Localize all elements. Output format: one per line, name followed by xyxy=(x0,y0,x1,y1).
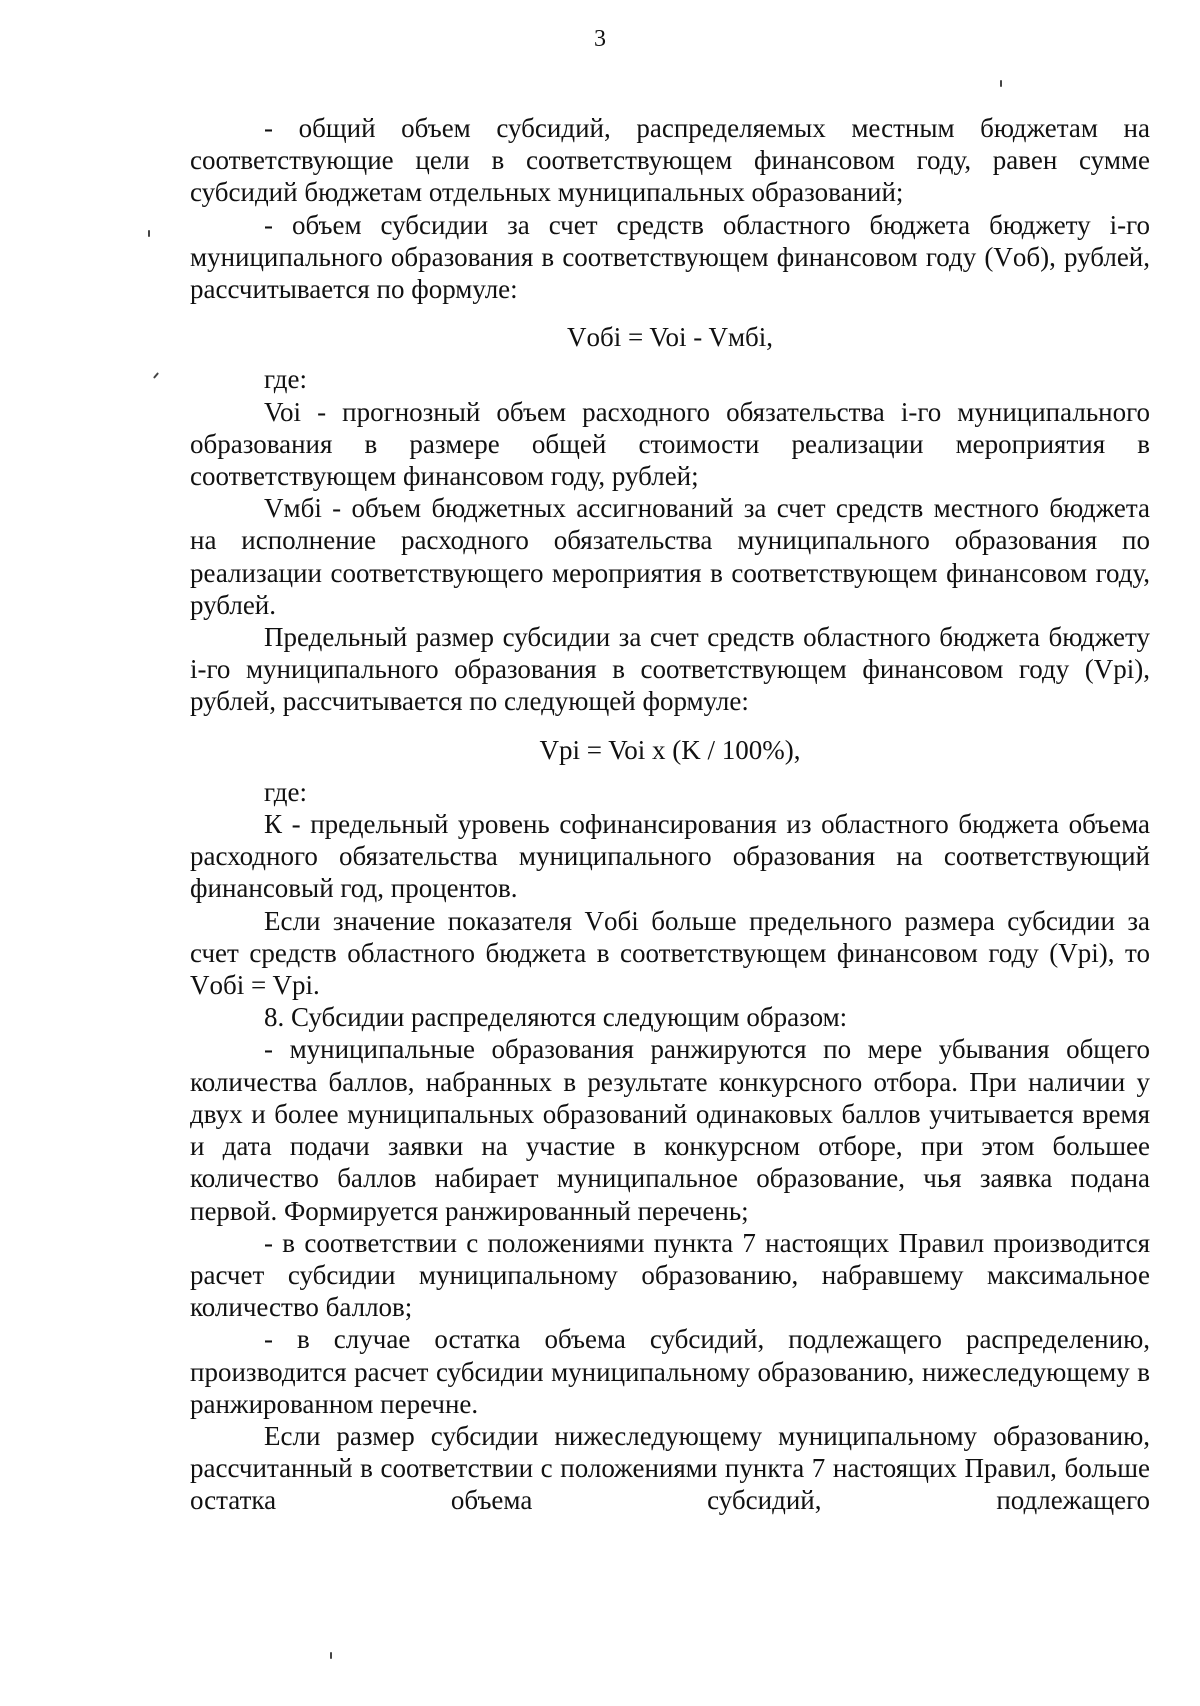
scan-speck xyxy=(1000,80,1002,87)
paragraph-remainder: - в случае остатка объема субсидий, подлежащего распределению, производится расчет субсидии муниципальному образованию, нижеследующему в ранжированном перечне. xyxy=(190,1324,1150,1419)
paragraph-subsidy-volume: - объем субсидии за счет средств областного бюджета бюджету i-го муниципального образования в соответствующем финансовом году (Vоб), рублей, рассчитывается по формуле: xyxy=(190,209,1150,305)
definition-vmb: Vмбi - объем бюджетных ассигнований за счет средств местного бюджета на исполнение расходного обязательства муниципального образования по реализации соответствующего мероприятия в соответствующем финансовом году, рублей. xyxy=(190,493,1150,620)
paragraph-if-exceeds: Если значение показателя Vобi больше предельного размера субсидии за счет средств областного бюджета в соответствующем финансовом году (Vpi), то Vобi = Vpi. xyxy=(190,905,1150,1001)
scan-speck xyxy=(330,1652,332,1659)
paragraph-continued: Если размер субсидии нижеследующему муниципальному образованию, рассчитанный в соответствии с положениями пункта 7 настоящих Правил, больше остатка объема субсидий, подлежащего xyxy=(190,1420,1150,1516)
scan-speck xyxy=(148,230,150,237)
where-label: где: xyxy=(264,364,307,395)
paragraph-total-volume: - общий объем субсидий, распределяемых местным бюджетам на соответствующие цели в соответствующем финансовом году, равен сумме субсидий бюджетам отдельных муниципальных образований; xyxy=(190,113,1150,208)
page-number: 3 xyxy=(594,26,606,52)
where-label-2: где: xyxy=(264,776,307,807)
definition-voi: Voi - прогнозный объем расходного обязательства i-го муниципального образования в размере общей стоимости реализации мероприятия в соответствующем финансовом году, рублей; xyxy=(190,396,1150,492)
paragraph-limit-size: Предельный размер субсидии за счет средств областного бюджета бюджету i-го муниципального образования в соответствующем финансовом году (Vpi), рублей, рассчитывается по следующей формуле: xyxy=(190,622,1150,717)
definition-k: К - предельный уровень софинансирования из областного бюджета объема расходного обязательства муниципального образования на соответствующий финансовый год, процентов. xyxy=(190,809,1150,904)
paragraph-ranking: - муниципальные образования ранжируются по мере убывания общего количества баллов, набранных в результате конкурсного отбора. При наличии у двух и более муниципальных образований одинаковых баллов учитывается время и дата подачи заявки на участие в конкурсном отборе, при этом большее количество баллов набирает муниципальное образование, чья заявка подана первой. Формируется ранжированный перечень; xyxy=(190,1034,1150,1226)
paragraph-calculation: - в соответствии с положениями пункта 7 настоящих Правил производится расчет субсидии муниципальному образованию, набравшему максимальное количество баллов; xyxy=(190,1227,1150,1323)
section-8-heading: 8. Субсидии распределяются следующим образом: xyxy=(264,1002,848,1033)
formula-vob: Vобi = Voi - Vмбi, xyxy=(566,322,774,353)
document-body xyxy=(190,112,1150,1517)
formula-vpi: Vpi = Voi x (K / 100%), xyxy=(539,734,801,765)
scan-speck xyxy=(153,372,159,379)
